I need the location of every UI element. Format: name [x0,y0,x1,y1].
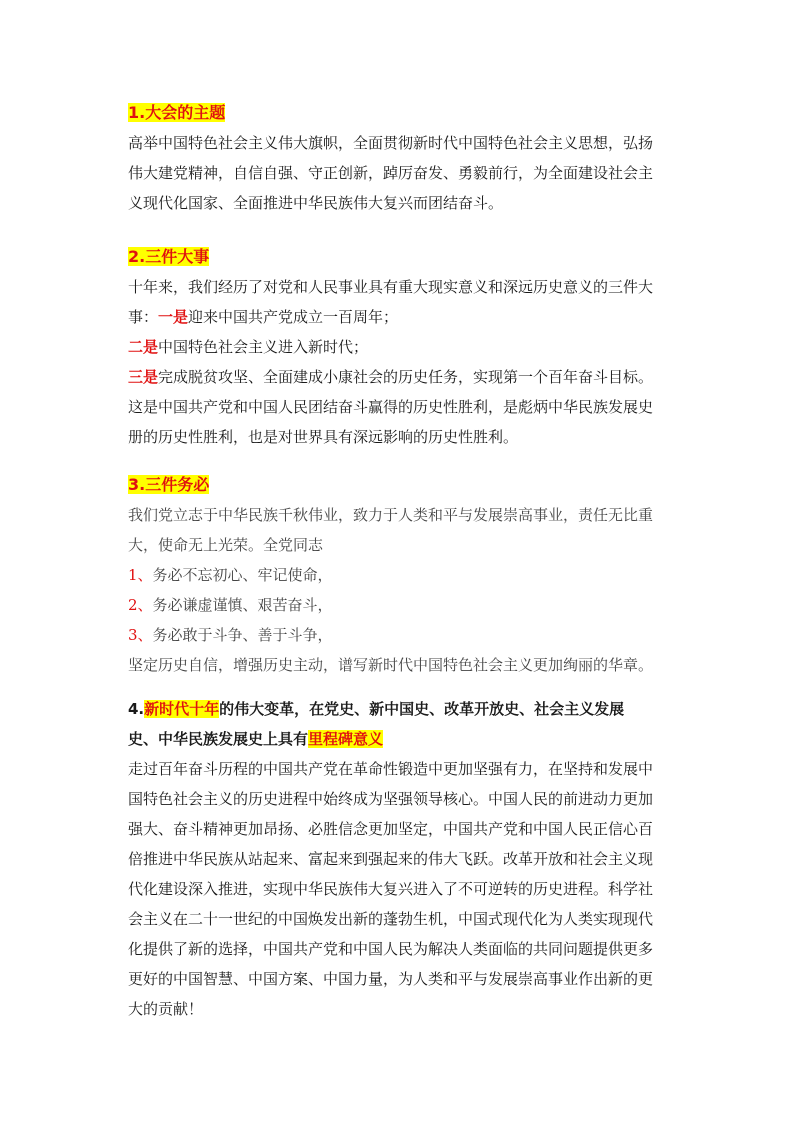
list-marker: 3、 [128,626,153,644]
paragraph [128,128,688,218]
heading-text: 的伟大变革，在党史、新中国史、改革开放史、社会主义发展 [219,700,625,718]
text-line: 我们党立志于中华民族千秋伟业，致力于人类和平与发展崇高事业，责任无比重 [128,506,654,524]
paragraph [128,272,688,452]
text-line [128,362,688,392]
text-line: 代化建设深入推进，实现中华民族伟大复兴进入了不可逆转的历史进程。科学社 [128,880,654,898]
list-item-text: 务必不忘初心、牢记使命， [152,566,333,584]
text-line: 伟大建党精神，自信自强、守正创新，踔厉奋发、勇毅前行，为全面建设社会主 [128,164,654,182]
section-decade [128,694,688,1024]
list-marker: 2、 [128,596,153,614]
text-line: 会主义在二十一世纪的中国焕发出新的蓬勃生机，中国式现代化为人类实现现代 [128,910,654,928]
text-line: 高举中国特色社会主义伟大旗帜，全面贯彻新时代中国特色社会主义思想，弘扬 [128,134,654,152]
list-item-text: 迎来中国共产党成立一百周年； [188,308,399,326]
text-line: 倍推进中华民族从站起来、富起来到强起来的伟大飞跃。改革开放和社会主义现 [128,850,654,868]
heading-number: 4. [128,700,145,718]
list-item-text: 务必敢于斗争、善于斗争， [152,626,333,644]
section-heading [128,470,688,500]
text-line: 强大、奋斗精神更加昂扬、必胜信念更加坚定，中国共产党和中国人民正信心百 [128,820,654,838]
highlighted-phrase: 里程碑意义 [308,730,384,748]
highlighted-heading: 1.大会的主题 [128,103,226,122]
section-heading-cont [128,724,688,754]
text-line: 大的贡献！ [128,1000,204,1018]
section-heading [128,694,688,724]
section-heading [128,98,688,128]
text-line: 十年来，我们经历了对党和人民事业具有重大现实意义和深远历史意义的三件大 [128,278,654,296]
text-line: 更好的中国智慧、中国方案、中国力量，为人类和平与发展崇高事业作出新的更 [128,970,654,988]
list-item-text: 完成脱贫攻坚、全面建成小康社会的历史任务，实现第一个百年奋斗目标。 [158,368,654,386]
highlighted-heading: 2.三件大事 [128,247,210,266]
list-item-text: 务必谦虚谨慎、艰苦奋斗， [152,596,333,614]
list-item [128,560,688,590]
list-marker: 1、 [128,566,153,584]
heading-text: 史、中华民族发展史上具有 [128,730,309,748]
list-marker: 二是 [128,338,159,356]
text-line: 走过百年奋斗历程的中国共产党在革命性锻造中更加坚强有力，在坚持和发展中 [128,760,654,778]
section-heading [128,242,688,272]
text-line: 国特色社会主义的历史进程中始终成为坚强领导核心。中国人民的前进动力更加 [128,790,654,808]
text-line: 化提供了新的选择，中国共产党和中国人民为解决人类面临的共同问题提供更多 [128,940,654,958]
highlighted-phrase: 新时代十年 [144,700,220,718]
paragraph [128,500,688,680]
section-theme [128,98,688,218]
list-item [128,590,688,620]
section-three-events [128,242,688,452]
text-line: 坚定历史自信，增强历史主动，谱写新时代中国特色社会主义更加绚丽的华章。 [128,656,654,674]
section-three-musts [128,470,688,680]
text-fragment: 事： [128,308,159,326]
text-line: 这是中国共产党和中国人民团结奋斗赢得的历史性胜利，是彪炳中华民族发展史 [128,398,654,416]
list-marker: 三是 [128,368,159,386]
text-line: 册的历史性胜利，也是对世界具有深远影响的历史性胜利。 [128,428,519,446]
highlighted-heading: 3.三件务必 [128,475,210,494]
list-item [128,620,688,650]
list-marker: 一是 [158,308,189,326]
text-line: 大，使命无上光荣。全党同志 [128,536,324,554]
text-line: 义现代化国家、全面推进中华民族伟大复兴而团结奋斗。 [128,194,504,212]
list-item-text: 中国特色社会主义进入新时代； [158,338,369,356]
text-line [128,302,688,332]
paragraph [128,754,688,1024]
text-line [128,332,688,362]
